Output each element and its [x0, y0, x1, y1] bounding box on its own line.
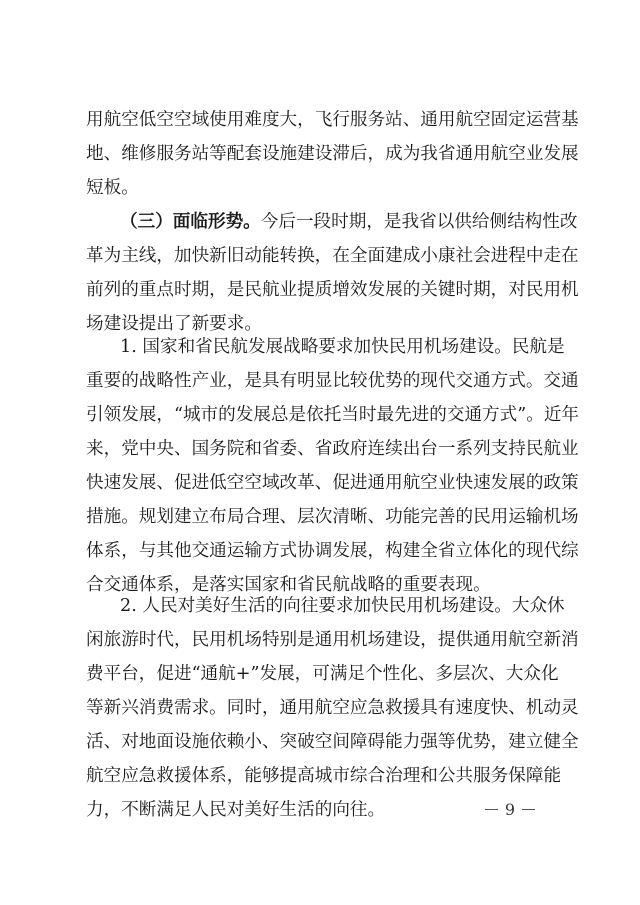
paragraph-line: 场建设提出了新要求。 — [86, 314, 262, 334]
paragraph-line: 等新兴消费需求。同时，通用航空应急救援具有速度快、机动灵 — [86, 698, 579, 718]
paragraph-text: 今后一段时期，是我省以供给侧结构性改 — [260, 212, 578, 232]
section-heading-line — [120, 205, 578, 239]
page-number-text: 9 — [504, 799, 516, 819]
paragraph-line: 力，不断满足人民对美好生活的向往。 — [86, 800, 386, 820]
paragraph-line: 活、对地面设施依赖小、突破空间障碍能力强等优势，建立健全 — [86, 732, 579, 752]
paragraph-line: 2. 人民对美好生活的向往要求加快民用机场建设。大众休 — [120, 596, 565, 616]
paragraph-line: 重要的战略性产业，是具有明显比较优势的现代交通方式。交通 — [86, 371, 579, 391]
section-heading: （三）面临形势。 — [120, 212, 261, 232]
paragraph-line: 快速发展、促进低空空域改革、促进通用航空业快速发展的政策 — [86, 473, 579, 493]
paragraph-line: 合交通体系，是落实国家和省民航战略的重要表现。 — [86, 575, 491, 595]
paragraph-line: 短板。 — [86, 178, 139, 198]
paragraph-line: 措施。规划建立布局合理、层次清晰、功能完善的民用运输机场 — [86, 507, 579, 527]
page-number-dash-left — [485, 809, 498, 810]
page-number-dash-right — [522, 809, 535, 810]
paragraph-line: 航空应急救援体系，能够提高城市综合治理和公共服务保障能 — [86, 766, 562, 786]
paragraph-line: 费平台，促进“通航+”发展，可满足个性化、多层次、大众化 — [86, 664, 559, 684]
paragraph-line: 革为主线，加快新旧动能转换，在全面建成小康社会进程中走在 — [86, 246, 579, 266]
paragraph-line: 地、维修服务站等配套设施建设滞后，成为我省通用航空业发展 — [86, 144, 579, 164]
paragraph-line: 用航空低空空域使用难度大，飞行服务站、通用航空固定运营基 — [86, 110, 579, 130]
paragraph-line: 前列的重点时期，是民航业提质增效发展的关键时期，对民用机 — [86, 280, 579, 300]
paragraph-line: 闲旅游时代，民用机场特别是通用机场建设，提供通用航空新消 — [86, 630, 579, 650]
page-number — [480, 797, 540, 821]
paragraph-line: 1. 国家和省民航发展战略要求加快民用机场建设。民航是 — [120, 337, 565, 357]
paragraph-line: 引领发展，“城市的发展总是依托当时最先进的交通方式”。近年 — [86, 405, 580, 425]
paragraph-line: 体系，与其他交通运输方式协调发展，构建全省立体化的现代综 — [86, 541, 579, 561]
paragraph-line: 来，党中央、国务院和省委、省政府连续出台一系列支持民航业 — [86, 439, 579, 459]
